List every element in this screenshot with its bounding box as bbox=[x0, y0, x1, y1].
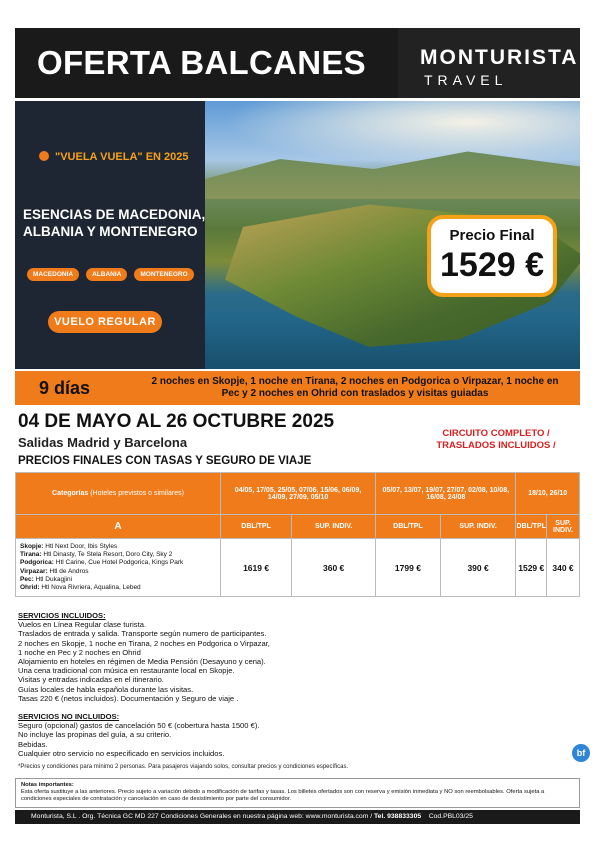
travel-dates: 04 DE MAYO AL 26 OCTUBRE 2025 bbox=[18, 411, 335, 432]
important-notes bbox=[15, 778, 580, 808]
price-value: 1529 € bbox=[440, 246, 544, 284]
included-item: Vuelos en Línea Regular clase turista. bbox=[18, 620, 147, 630]
duration-bar bbox=[15, 371, 580, 405]
footer-code: Cod.PBL03/25 bbox=[428, 813, 473, 820]
departures-info: Salidas Madrid y Barcelona bbox=[18, 435, 188, 450]
hotel-podgorica: Podgorica: Htl Carine, Cue Hotel Podgorica, Kings Park bbox=[20, 559, 184, 567]
col-dbl-1: DBL/TPL bbox=[221, 515, 292, 539]
notes-title: Notas importantes: bbox=[21, 782, 74, 788]
included-item: Una cena tradicional con música en restaurante local en Skopje. bbox=[18, 666, 235, 676]
included-item: Visitas y entradas indicadas en el itinerario. bbox=[18, 675, 164, 685]
days-count: 9 días bbox=[39, 378, 91, 398]
services-section bbox=[18, 611, 578, 758]
price-table bbox=[15, 472, 580, 597]
not-included-title: SERVICIOS NO INCLUIDOS: bbox=[18, 712, 120, 722]
itinerary-summary: 2 noches en Skopje, 1 noche en Tirana, 2 noches en Podgorica o Virpazar, 1 noche en Pec y 2 noches en Ohrid con traslados y visitas guiadas bbox=[151, 376, 559, 399]
orange-dot-icon bbox=[39, 151, 49, 161]
not-included-item: Seguro (opcional) gastos de cancelación 50 € (cobertura hasta 1500 €). bbox=[18, 721, 260, 731]
price-sup-3: 340 € bbox=[547, 539, 580, 597]
tagline: "VUELA VUELA" EN 2025 bbox=[39, 151, 189, 163]
tag-montenegro: MONTENEGRO bbox=[134, 268, 193, 281]
brand-name: MONTURISTA bbox=[420, 46, 579, 69]
price-sup-2: 390 € bbox=[440, 539, 516, 597]
tag-macedonia: MACEDONIA bbox=[27, 268, 79, 281]
period-3-header: 18/10, 26/10 bbox=[516, 473, 580, 515]
hotel-tirana: Tirana: Htl Dinasty, Te Stela Resort, Doro City, Sky 2 bbox=[20, 550, 173, 558]
header-banner bbox=[15, 28, 580, 98]
hotel-list bbox=[16, 539, 221, 597]
col-dbl-3: DBL/TPL bbox=[516, 515, 547, 539]
col-dbl-2: DBL/TPL bbox=[376, 515, 441, 539]
hero-section bbox=[15, 101, 580, 369]
included-item: 2 noches en Skopje, 1 noche en Tirana, 2 noches en Podgorica o Virpazar, bbox=[18, 638, 270, 648]
offer-title: OFERTA BALCANES bbox=[37, 44, 366, 81]
prices-note: PRECIOS FINALES CON TASAS Y SEGURO DE VIAJE bbox=[18, 455, 312, 467]
footer-bar bbox=[15, 810, 580, 824]
tag-albania: ALBANIA bbox=[86, 268, 127, 281]
included-title: SERVICIOS INCLUIDOS: bbox=[18, 611, 106, 620]
price-label: Precio Final bbox=[449, 227, 535, 244]
not-included-item: Cualquier otro servicio no especificado en servicios incluidos. bbox=[18, 748, 225, 758]
category-header: Categorías (Hoteles previstos o similares) bbox=[16, 473, 221, 515]
final-price-badge bbox=[427, 215, 557, 297]
col-sup-2: SUP. INDIV. bbox=[440, 515, 516, 539]
tour-heading: ESENCIAS DE MACEDONIA, ALBANIA Y MONTENEGRO bbox=[23, 207, 206, 239]
brand-logo bbox=[398, 28, 580, 98]
regular-flight-badge: VUELO REGULAR bbox=[48, 311, 162, 333]
footer-phone: Tel. 938833305 bbox=[374, 813, 422, 820]
hotel-pec: Pec: Htl Dukagjini bbox=[20, 575, 73, 583]
included-item: Tasas 220 € (netos incluidos). Documentación y Seguro de viaje . bbox=[18, 693, 239, 703]
price-dbl-3: 1529 € bbox=[516, 539, 547, 597]
price-dbl-1: 1619 € bbox=[221, 539, 292, 597]
included-item: Guías locales de habla española durante las visitas. bbox=[18, 684, 194, 694]
price-sup-1: 360 € bbox=[292, 539, 376, 597]
hotel-virpazar: Virpazar: Htl de Andros bbox=[20, 567, 89, 575]
country-tags bbox=[27, 268, 194, 281]
included-item: 1 noche en Pec y 2 noches en Ohrid bbox=[18, 647, 141, 657]
footer-company: Monturista, S.L . Org. Técnica GC MD 227 Condiciones Generales en nuestra página web: www.monturista.com / bbox=[31, 813, 375, 820]
hotel-skopje: Skopje: Htl Next Door, Ibis Styles bbox=[20, 542, 118, 550]
included-item: Alojamiento en hoteles en régimen de Media Pensión (Desayuno y cena). bbox=[18, 657, 266, 667]
included-item: Traslados de entrada y salida. Transporte según numero de participantes. bbox=[18, 629, 267, 639]
hotel-ohrid: Ohrid: Htl Nova Rivriera, Aqualina, Lebed bbox=[20, 584, 141, 592]
bf-logo-icon: bf bbox=[572, 744, 590, 762]
col-sup-3: SUP. INDIV. bbox=[547, 515, 580, 539]
not-included-item: Bebidas. bbox=[18, 739, 48, 749]
brand-subtitle: TRAVEL bbox=[424, 72, 508, 88]
col-sup-1: SUP. INDIV. bbox=[292, 515, 376, 539]
period-2-header: 05/07, 13/07, 19/07, 27/07, 02/08, 10/08, 16/08, 24/08 bbox=[376, 473, 516, 515]
notes-text: Esta oferta sustituye a las anteriores. Precio sujeto a variación debido a modificación de tarifas y tasas. Los billetes ofertados son con reserva y emisión inmediata y NO son reembolsables. Oferta sujeta a condiciones especiales de contratación y cancelación en caso de desistimiento por parte del consumidor. bbox=[21, 789, 545, 802]
category-a: A bbox=[16, 515, 221, 539]
footnote: *Precios y condiciones para mínimo 2 personas. Para pasajeros viajando solos, consultar precios y condiciones específicas. bbox=[18, 764, 349, 770]
not-included-item: No incluye las propinas del guía, a su criterio. bbox=[18, 730, 172, 740]
period-1-header: 04/05, 17/05, 25/05, 07/06, 15/06, 06/09, 14/09, 27/09, 05/10 bbox=[221, 473, 376, 515]
circuit-note: CIRCUITO COMPLETO / TRASLADOS INCLUIDOS / bbox=[436, 428, 556, 451]
price-dbl-2: 1799 € bbox=[376, 539, 441, 597]
hero-info-panel bbox=[15, 101, 205, 369]
